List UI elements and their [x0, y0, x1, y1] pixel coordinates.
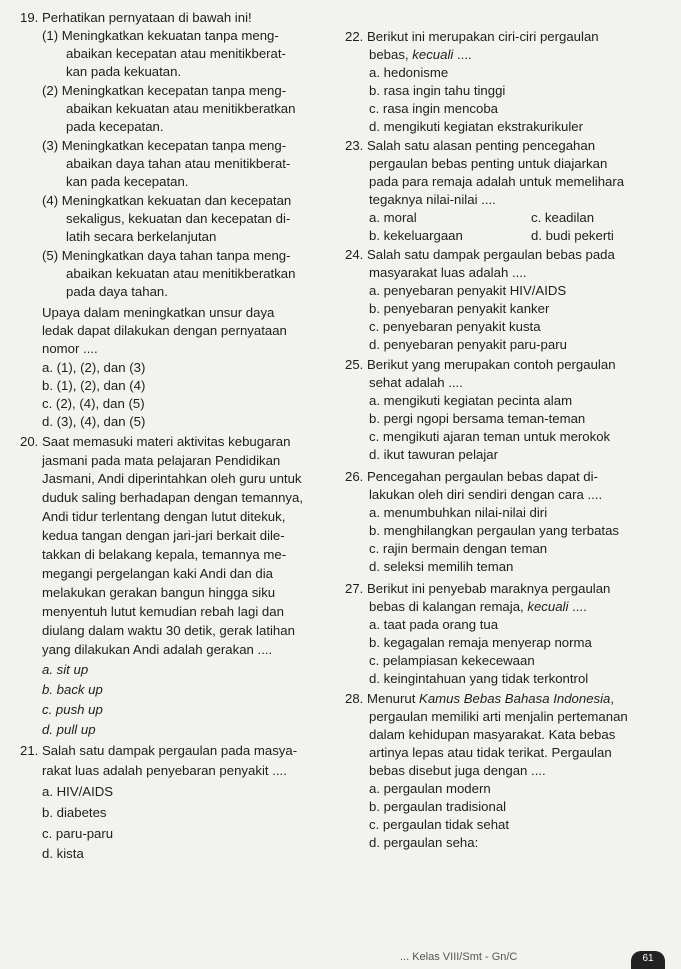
statement-5: (5) Meningkatkan daya tahan tanpa meng-: [42, 248, 291, 263]
question-stem: ledak dapat dilakukan dengan pernyataan: [42, 323, 287, 338]
text-line: bebas, kecuali ....: [369, 47, 472, 62]
option-c: c. pergaulan tidak sehat: [369, 817, 510, 832]
option-b: b. kegagalan remaja menyerap norma: [369, 635, 592, 650]
text-line: melakukan gerakan bangun hingga siku: [42, 585, 276, 600]
option-c: c. penyebaran penyakit kusta: [369, 319, 541, 334]
option-c: c. paru-paru: [42, 826, 114, 841]
text-line: pergaulan bebas penting untuk diajarkan: [369, 156, 608, 171]
question-22: 22. Berikut ini merupakan ciri-ciri pergaulan: [345, 29, 599, 44]
option-c: c. keadilan: [531, 210, 595, 225]
text-line: abaikan kekuatan atau menitikberatkan: [66, 101, 296, 116]
text-line: tegaknya nilai-nilai ....: [369, 192, 496, 207]
text-line: pergaulan memiliki arti menjalin pertemanan: [369, 709, 628, 724]
question-28: 28. Menurut Kamus Bebas Bahasa Indonesia,: [345, 691, 615, 706]
option-a: a. hedonisme: [369, 65, 449, 80]
option-d: d. ikut tawuran pelajar: [369, 447, 499, 462]
option-d: d. seleksi memilih teman: [369, 559, 514, 574]
option-b: b. pergaulan tradisional: [369, 799, 507, 814]
option-d: d. (3), (4), dan (5): [42, 414, 146, 429]
text-line: yang dilakukan Andi adalah gerakan ....: [42, 642, 273, 657]
text-line: diulang dalam waktu 30 detik, gerak latihan: [42, 623, 295, 638]
emphasis-text: Kamus Bebas Bahasa Indonesia: [419, 691, 611, 706]
emphasis-text: kecuali: [412, 47, 454, 62]
option-a: a. HIV/AIDS: [42, 784, 114, 799]
statement-2: (2) Meningkatkan kecepatan tanpa meng-: [42, 83, 287, 98]
option-d: d. penyebaran penyakit paru-paru: [369, 337, 567, 352]
option-c: c. push up: [42, 702, 103, 717]
page-number: 61: [631, 951, 665, 969]
text-line: duduk saling berhadapan dengan temannya,: [42, 490, 304, 505]
text-line: latih secara berkelanjutan: [66, 229, 217, 244]
option-b: b. (1), (2), dan (4): [42, 378, 146, 393]
text-line: bebas di kalangan remaja, kecuali ....: [369, 599, 587, 614]
text-line: abaikan kekuatan atau menitikberatkan: [66, 266, 296, 281]
text-line: Andi tidur terlentang dengan lutut ditekuk,: [42, 509, 286, 524]
text-line: kan pada kecepatan.: [66, 174, 189, 189]
text-line: pada daya tahan.: [66, 284, 168, 299]
page-footer: ... Kelas VIII/Smt - Gn/C: [400, 951, 518, 963]
question-25: 25. Berikut yang merupakan contoh pergaulan: [345, 357, 616, 372]
question-stem: nomor ....: [42, 341, 98, 356]
question-27: 27. Berikut ini penyebab maraknya pergaulan: [345, 581, 611, 596]
question-26: 26. Pencegahan pergaulan bebas dapat di-: [345, 469, 598, 484]
option-b: b. menghilangkan pergaulan yang terbatas: [369, 523, 620, 538]
option-d: d. budi pekerti: [531, 228, 614, 243]
option-b: b. penyebaran penyakit kanker: [369, 301, 550, 316]
text-line: artinya lepas atau tidak terikat. Pergaulan: [369, 745, 612, 760]
option-a: a. (1), (2), dan (3): [42, 360, 146, 375]
option-b: b. rasa ingin tahu tinggi: [369, 83, 506, 98]
option-c: c. pelampiasan kekecewaan: [369, 653, 535, 668]
option-a: a. mengikuti kegiatan pecinta alam: [369, 393, 573, 408]
question-24: 24. Salah satu dampak pergaulan bebas pada: [345, 247, 615, 262]
option-c: c. rasa ingin mencoba: [369, 101, 499, 116]
question-23: 23. Salah satu alasan penting pencegahan: [345, 138, 596, 153]
text-line: kedua tangan dengan jari-jari berkait dile-: [42, 528, 285, 543]
text-line: abaikan daya tahan atau menitikberat-: [66, 156, 291, 171]
option-b: b. kekeluargaan: [369, 228, 463, 243]
text-line: sekaligus, kekuatan dan kecepatan di-: [66, 211, 291, 226]
option-a: a. sit up: [42, 662, 89, 677]
text-line: takkan di belakang kepala, temannya me-: [42, 547, 287, 562]
option-a: a. menumbuhkan nilai-nilai diri: [369, 505, 548, 520]
text-line: pada kecepatan.: [66, 119, 164, 134]
text-line: rakat luas adalah penyebaran penyakit ....: [42, 763, 287, 778]
option-d: d. pull up: [42, 722, 96, 737]
option-b: b. diabetes: [42, 805, 107, 820]
text-line: bebas disebut juga dengan ....: [369, 763, 546, 778]
option-d: d. pergaulan seha:: [369, 835, 479, 850]
option-a: a. taat pada orang tua: [369, 617, 499, 632]
text-line: pada para remaja adalah untuk memelihara: [369, 174, 625, 189]
text-line: lakukan oleh diri sendiri dengan cara ....: [369, 487, 603, 502]
option-b: b. pergi ngopi bersama teman-teman: [369, 411, 586, 426]
option-d: d. kista: [42, 846, 84, 861]
text-line: Jasmani, Andi diperintahkan oleh guru untuk: [42, 471, 302, 486]
text-line: dalam kehidupan masyarakat. Kata bebas: [369, 727, 616, 742]
question-stem: Upaya dalam meningkatkan unsur daya: [42, 305, 275, 320]
question-19: 19. Perhatikan pernyataan di bawah ini!: [20, 10, 252, 25]
question-21: 21. Salah satu dampak pergaulan pada masya-: [20, 743, 298, 758]
emphasis-text: kecuali: [527, 599, 569, 614]
statement-1: (1) Meningkatkan kekuatan tanpa meng-: [42, 28, 279, 43]
option-d: d. mengikuti kegiatan ekstrakurikuler: [369, 119, 584, 134]
option-a: a. pergaulan modern: [369, 781, 491, 796]
option-c: c. mengikuti ajaran teman untuk merokok: [369, 429, 611, 444]
option-a: a. penyebaran penyakit HIV/AIDS: [369, 283, 567, 298]
option-b: b. back up: [42, 682, 103, 697]
text-line: kan pada kekuatan.: [66, 64, 182, 79]
option-c: c. (2), (4), dan (5): [42, 396, 145, 411]
text-line: megangi pergelangan kaki Andi dan dia: [42, 566, 273, 581]
text-line: abaikan kecepatan atau menitikberat-: [66, 46, 286, 61]
statement-4: (4) Meningkatkan kekuatan dan kecepatan: [42, 193, 292, 208]
option-a: a. moral: [369, 210, 417, 225]
option-c: c. rajin bermain dengan teman: [369, 541, 548, 556]
question-20: 20. Saat memasuki materi aktivitas kebugaran: [20, 434, 291, 449]
text-line: menyentuh lutut kemudian rebah lagi dan: [42, 604, 284, 619]
text-line: jasmani pada mata pelajaran Pendidikan: [42, 453, 281, 468]
text-line: masyarakat luas adalah ....: [369, 265, 527, 280]
statement-3: (3) Meningkatkan kecepatan tanpa meng-: [42, 138, 287, 153]
option-d: d. keingintahuan yang tidak terkontrol: [369, 671, 589, 686]
text-line: sehat adalah ....: [369, 375, 463, 390]
